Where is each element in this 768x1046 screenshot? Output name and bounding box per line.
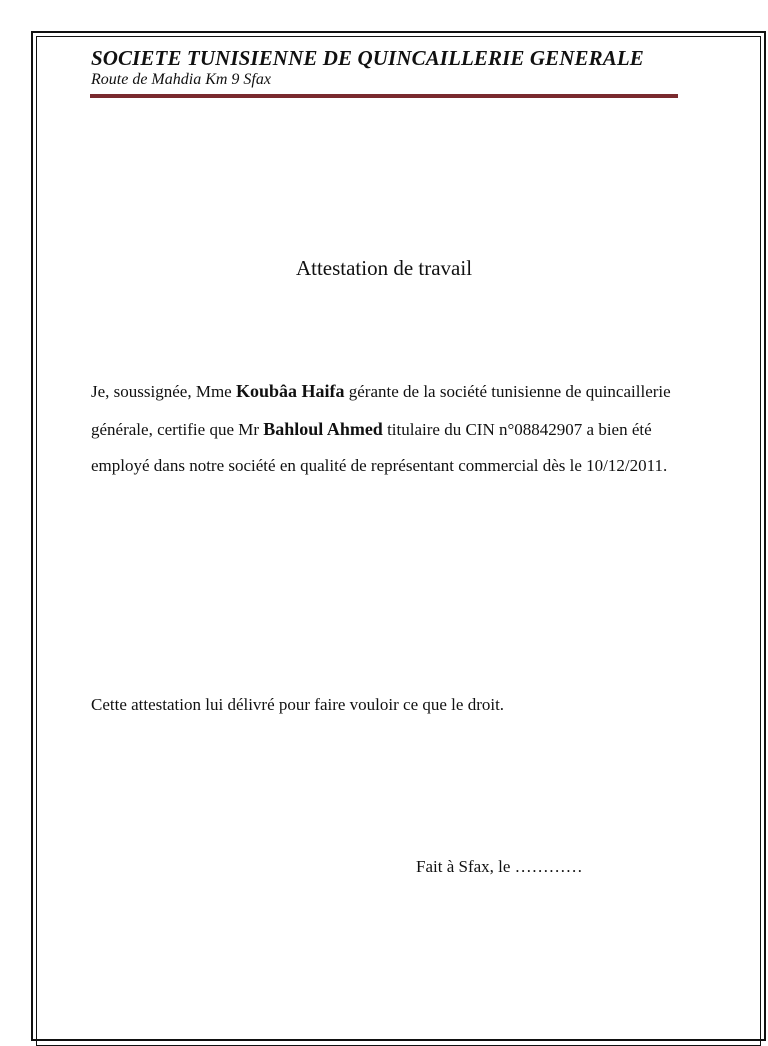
closing-statement: Cette attestation lui délivré pour faire vouloir ce que le droit. [91, 695, 505, 714]
document-title [0, 256, 768, 281]
place-and-date: Fait à Sfax, le ………… [416, 857, 583, 876]
paragraph-text-1: Je, soussignée, Mme [91, 382, 236, 401]
paragraph-text-3: titulaire du CIN n°08842907 a bien été employé dans notre société en qualité de représentant commercial dès le 10/12/2011. [91, 419, 668, 475]
employee-name: Bahloul Ahmed [263, 418, 383, 439]
attestation-paragraph [91, 373, 701, 485]
paragraph-text-2: gérante de la société tunisienne de quincaillerie générale, certifie que Mr [91, 382, 671, 439]
manager-name: Koubâa Haifa [235, 381, 345, 401]
company-address: Route de Mahdia Km 9 Sfax [91, 71, 271, 88]
company-name: SOCIETE TUNISIENNE DE QUINCAILLERIE GENERALE [91, 46, 644, 70]
header-divider [90, 94, 678, 98]
document-title-text: Attestation de travail [295, 256, 473, 280]
page-border-inner [36, 36, 761, 1046]
